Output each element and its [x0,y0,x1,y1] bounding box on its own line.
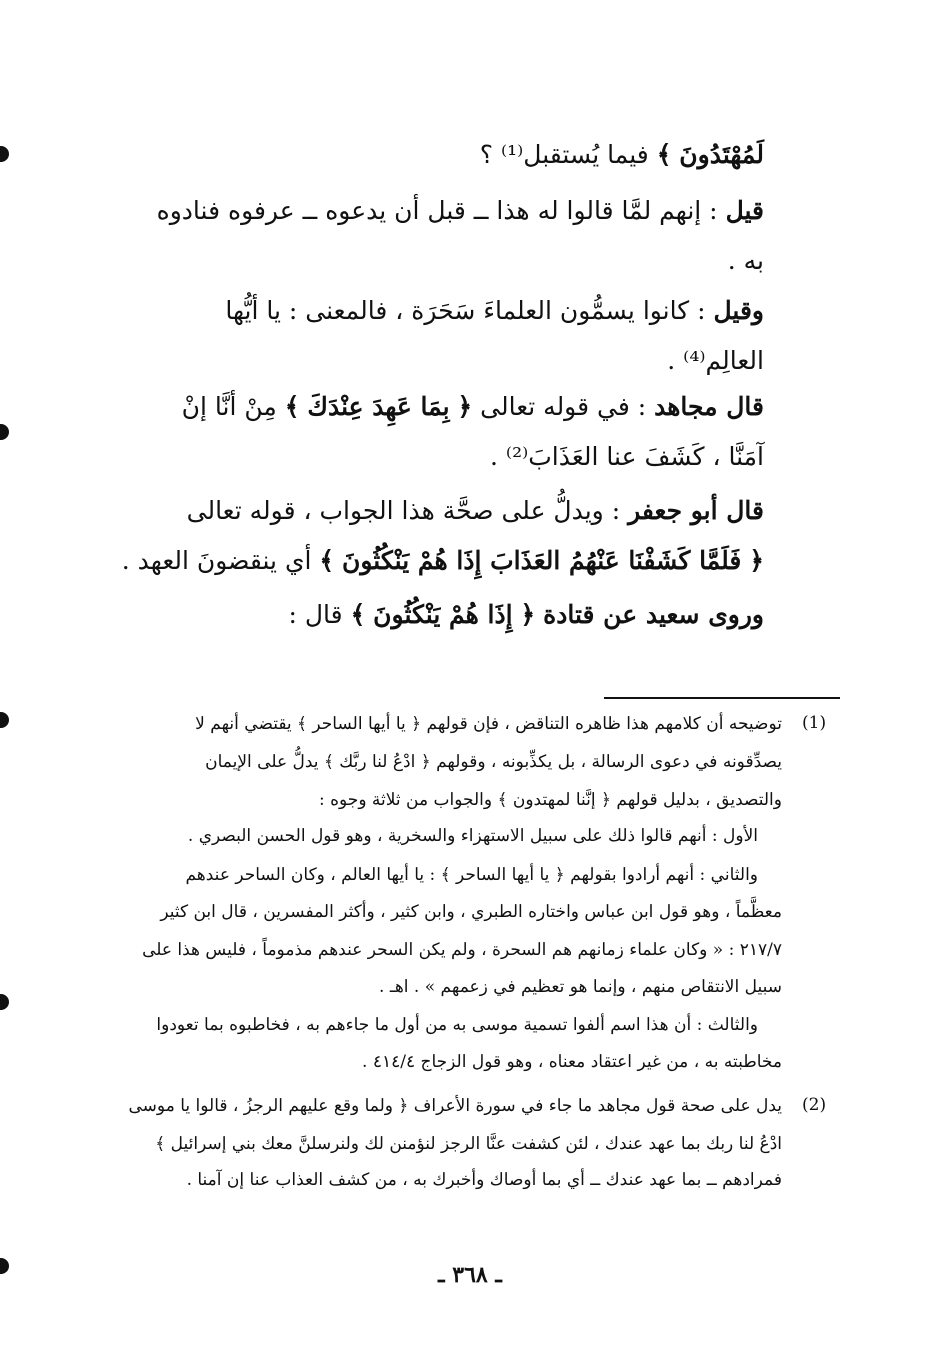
footnote-line: الأول : أنهم قالوا ذلك على سبيل الاستهزاء والسخرية ، وهو قول الحسن البصري . [187,826,758,846]
footnote-line: والثاني : أنهم أرادوا بقولهم ﴿ يا أيها الساحر ﴾ : يا أيها العالم ، وكان الساحر عندهم [185,865,758,885]
body-line [122,546,764,575]
footnote-number: (2) [802,1095,827,1115]
body-line [182,392,764,421]
body-line-text: : كانوا يسمُّون العلماءَ سَحَرَة ، فالمعنى : يا أيُّها [225,296,706,325]
quran-quote: بِمَا عَهِدَ عِنْدَكَ [307,392,450,421]
scan-mark [0,146,9,162]
body-line-text: مِنْ أنَّا إنْ [181,392,277,421]
quote-open: ﴿ [749,546,764,575]
footnote-line: يدل على صحة قول مجاهد ما جاء في سورة الأعراف ﴿ ولما وقع عليهم الرجزُ ، قالوا يا موسى [128,1096,782,1116]
footnote-line: مخاطبته به ، من غير اعتقاد معناه ، وهو قول الزجاج ٤١٤/٤ . [362,1052,782,1072]
quote-close: ﴾ [284,392,300,421]
body-line [225,296,764,325]
quote-open: ﴿ [520,600,536,629]
scan-mark [0,712,9,728]
speaker-label: قال أبو جعفر [628,496,764,525]
body-line [667,346,764,375]
footnote-separator [604,697,840,699]
speaker-label: قال مجاهد [654,392,764,421]
quote-open: ﴿ [457,392,473,421]
footnote-line: ٢١٧/٧ : « وكان علماء زمانهم هم السحرة ، ولم يكن السحر عندهم مذموماً ، فليس هذا على [142,940,782,960]
footnote-line: يصدِّقونه في دعوى الرسالة ، بل يكذِّبونه ، وقولهم ﴿ ادْعُ لنا ربَّك ﴾ يدلُّ على الإيمان [205,752,782,772]
page-number: ـ ٣٦٨ ـ [438,1262,502,1288]
speaker-label: وقيل [713,296,764,325]
body-line [728,246,764,275]
body-line-text: آمَنَّا ، كَشَفَ عنا العَذَابَ⁽²⁾ . [490,442,764,471]
footnote-line: والتصديق ، بدليل قولهم ﴿ إنَّنا لمهتدون ﴾ والجواب من ثلاثة وجوه : [318,790,782,810]
body-line-text: فيما يُستقبل⁽¹⁾ ؟ [479,140,649,169]
quran-quote: فَلَمَّا كَشَفْنَا عَنْهُمُ العَذَابَ إِذَا هُمْ يَنْكُثُونَ [342,546,742,575]
scan-mark [0,424,9,440]
footnote-line: توضيحه أن كلامهم هذا ظاهره التناقض ، فإن قولهم ﴿ يا أيها الساحر ﴾ يقتضي أنهم لا [195,714,782,734]
footnote-line: والثالث : أن هذا اسم ألفوا تسمية موسى به من أول ما جاءهم به ، فخاطبوه بما تعودوا [156,1015,758,1035]
body-line [157,196,764,225]
body-line-text: قال : [288,600,343,629]
body-line [480,140,764,169]
body-line-text: به . [727,246,764,275]
body-line [490,442,764,471]
body-line-text: العالِم⁽⁴⁾ . [667,346,764,375]
body-line-text: : ويدلُّ على صحَّة هذا الجواب ، قوله تعالى [186,496,621,525]
scan-mark [0,1258,9,1274]
speaker-label: وروى سعيد عن قتادة [543,600,764,629]
body-line-text: أي ينقضونَ العهد . [121,546,312,575]
footnote-line: معظَّماً ، وهو قول ابن عباس واختاره الطبري ، وابن كثير ، وأكثر المفسرين ، قال ابن كثير [160,902,782,922]
footnote-number: (1) [802,713,827,733]
scan-mark [0,994,9,1010]
body-line-text: : إنهم لمَّا قالوا له هذا ــ قبل أن يدعوه ــ عرفوه فنادوه [156,196,718,225]
body-line [187,496,764,525]
quote-close: ﴾ [319,546,335,575]
quote-close: ﴾ [350,600,366,629]
body-line [289,600,765,629]
quran-quote: لَمُهْتَدُونَ [679,140,764,169]
footnote-line: فمرادهم ــ بما عهد عندك ــ أي بما أوصاك وأخبرك به ، من كشف العذاب عنا إن آمنا . [186,1170,782,1190]
speaker-label: قيل [725,196,764,225]
quote-close: ﴾ [656,140,672,169]
body-line-text: : في قوله تعالى [480,392,647,421]
quran-quote: إِذَا هُمْ يَنْكُثُونَ [373,600,513,629]
footnote-line: سبيل الانتقاص منهم ، وإنما هو تعظيم في زعمهم » . اهـ . [379,977,782,997]
footnote-line: ادْعُ لنا ربك بما عهد عندك ، لئن كشفت عنَّا الرجز لنؤمنن لك ولنرسلنَّ معك بني إسرائيل ﴾ [155,1134,782,1154]
